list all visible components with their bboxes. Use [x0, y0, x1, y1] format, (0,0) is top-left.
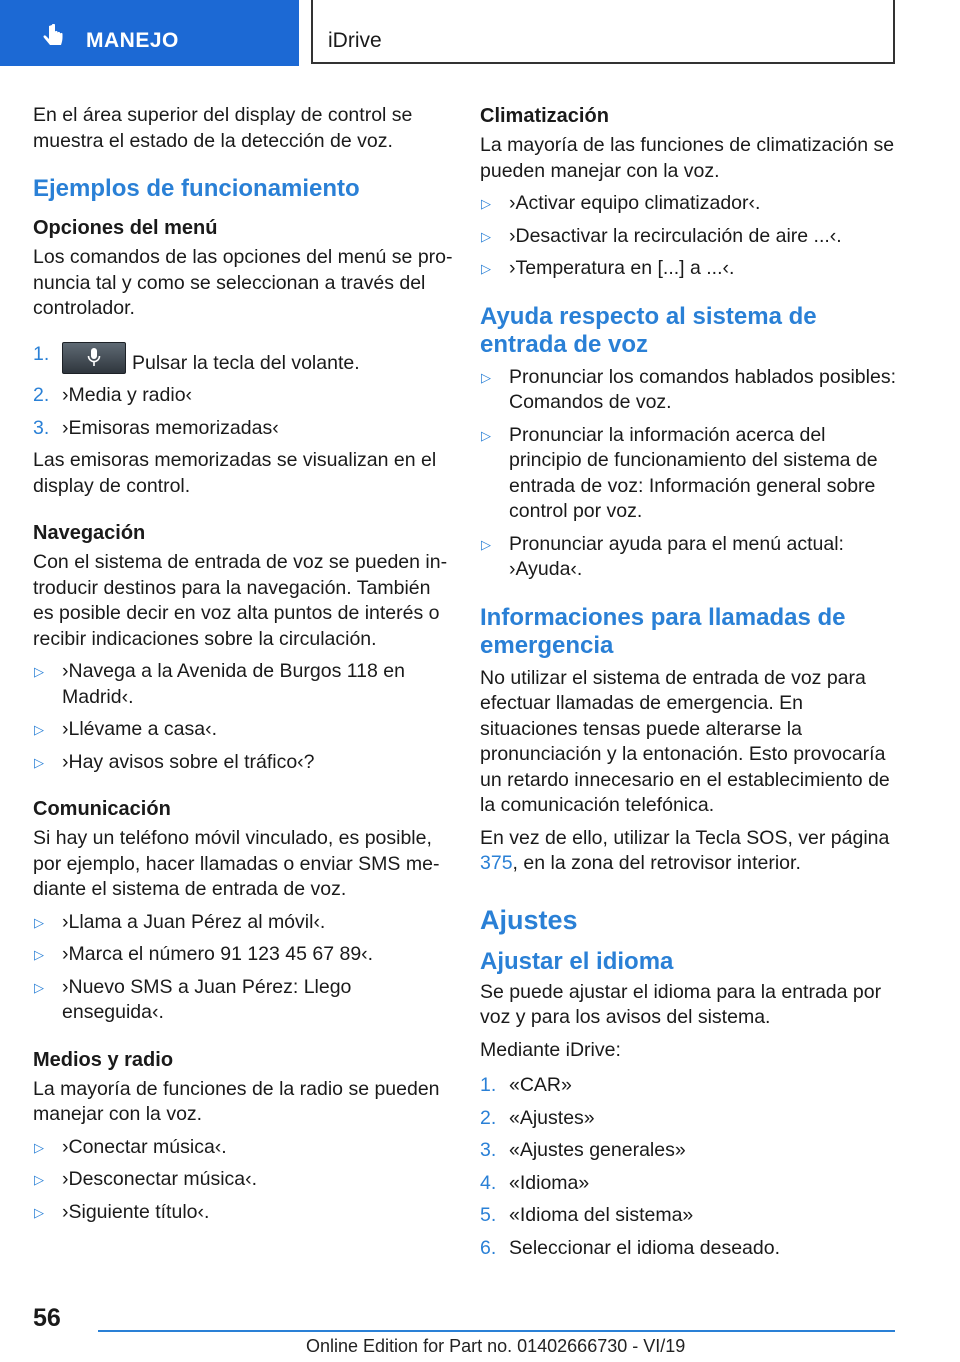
- media-title: Medios y radio: [33, 1048, 174, 1071]
- step-text: «Ajustes generales»: [509, 1139, 686, 1161]
- list-item-text: Pronunciar ayuda para el menú actual: ›Ayuda‹.: [509, 532, 844, 580]
- list-item: [480, 423, 900, 525]
- nav-title: Navegación: [33, 522, 146, 544]
- list-item-text: ›Marca el número 91 123 45 67 89‹.: [62, 943, 374, 965]
- step-number: 6.: [480, 1236, 497, 1259]
- emergency-ref: [480, 826, 900, 877]
- list-item-text: ›Llama a Juan Pérez al móvil‹.: [62, 910, 326, 933]
- step-number: 2.: [480, 1106, 497, 1129]
- media-list: [33, 1135, 453, 1226]
- step-text: «Ajustes»: [509, 1106, 595, 1129]
- list-item: [480, 191, 900, 217]
- triangle-bullet-icon: ▷: [481, 536, 491, 552]
- intro-text: En el área superior del display de control se muestra el estado de la detección de voz.: [33, 104, 413, 152]
- step-text: ›Emisoras memorizadas‹: [62, 416, 279, 439]
- list-item-text: ›Conectar música‹.: [62, 1135, 227, 1158]
- list-item: [33, 942, 453, 968]
- emergency-heading: Informaciones para llamadas de emergencia: [480, 603, 846, 659]
- list-item: [480, 1171, 900, 1197]
- list-item: [33, 750, 453, 776]
- menu-note: Las emisoras memorizadas se visualizan en el display de control.: [33, 449, 437, 497]
- comm-list: [33, 910, 453, 1026]
- triangle-bullet-icon: ▷: [34, 1139, 44, 1155]
- climate-text: La mayoría de las funciones de climatización se pueden manejar con la voz.: [480, 134, 895, 182]
- hand-pointer-icon: [40, 24, 66, 50]
- step-text: ›Media y radio‹: [62, 384, 193, 406]
- step-number: 3.: [480, 1139, 497, 1161]
- list-item: [33, 910, 453, 936]
- list-item: [480, 1106, 900, 1132]
- triangle-bullet-icon: ▷: [34, 914, 44, 930]
- list-item: [33, 975, 453, 1026]
- list-item-text: ›Nuevo SMS a Juan Pérez: Llego enseguida‹.: [62, 975, 352, 1023]
- list-item: [480, 1073, 900, 1099]
- list-item-text: Pronunciar los comandos hablados posibles: Comandos de voz.: [509, 365, 896, 413]
- list-item: [480, 256, 900, 282]
- chapter-label: iDrive: [328, 29, 382, 52]
- list-item: [480, 1203, 900, 1229]
- help-list: [480, 365, 900, 583]
- triangle-bullet-icon: ▷: [34, 979, 44, 995]
- triangle-bullet-icon: ▷: [34, 947, 44, 962]
- ref-text-post: , en la zona del retrovisor interior.: [512, 852, 801, 874]
- step-text: Seleccionar el idioma deseado.: [509, 1236, 781, 1259]
- step-number: 1.: [480, 1074, 497, 1096]
- footer-divider: [98, 1330, 895, 1332]
- page-number: 56: [33, 1304, 61, 1332]
- edition-text: Online Edition for Part no. 01402666730 - VI/19: [306, 1336, 686, 1356]
- triangle-bullet-icon: ▷: [34, 722, 44, 737]
- climate-list: [480, 191, 900, 282]
- nav-list: [33, 659, 453, 775]
- list-item: [33, 1167, 453, 1193]
- list-item: [33, 659, 453, 710]
- triangle-bullet-icon: ▷: [481, 228, 491, 244]
- list-item-text: ›Desactivar la recirculación de aire ...‹.: [509, 224, 842, 247]
- language-heading: Ajustar el idioma: [480, 947, 674, 975]
- list-item-text: ›Activar equipo climatizador‹.: [509, 192, 761, 214]
- voice-button-icon: [62, 342, 126, 374]
- settings-heading: Ajustes: [480, 904, 578, 935]
- list-item: [33, 1135, 453, 1161]
- list-item: [33, 416, 453, 442]
- triangle-bullet-icon: ▷: [481, 427, 491, 443]
- menu-text: Los comandos de las opciones del menú se pronuncia tal y como se seleccionan a través del controlador.: [33, 246, 453, 319]
- list-item-text: ›Hay avisos sobre el tráfico‹?: [62, 750, 315, 773]
- list-item: [33, 1200, 453, 1226]
- list-item: [480, 1138, 900, 1164]
- language-steps: [480, 1073, 900, 1261]
- menu-steps: [33, 342, 453, 442]
- comm-text: Si hay un teléfono móvil vinculado, es posible, por ejemplo, hacer llamadas o enviar SMS mediante el sistema de entrada de voz.: [33, 827, 440, 900]
- page-link[interactable]: 375: [480, 852, 513, 874]
- list-item-text: ›Llévame a casa‹.: [62, 718, 217, 740]
- triangle-bullet-icon: ▷: [34, 1204, 44, 1220]
- triangle-bullet-icon: ▷: [481, 261, 491, 276]
- left-column: [33, 103, 453, 1232]
- section-label: MANEJO: [86, 29, 179, 52]
- media-text: La mayoría de funciones de la radio se pueden manejar con la voz.: [33, 1077, 440, 1125]
- list-item: [33, 383, 453, 409]
- list-item-text: ›Temperatura en [...] a ...‹.: [509, 257, 735, 279]
- list-item: [480, 1236, 900, 1262]
- step-number: 4.: [480, 1171, 497, 1194]
- emergency-text: No utilizar el sistema de entrada de voz para efectuar llamadas de emergencia. En situaciones tensas puede alterarse la pronunciación y la entonación. Esto provocaría un retardo innecesario en el establecimiento de la comunicación telefónica.: [480, 666, 890, 816]
- comm-title: Comunicación: [33, 798, 171, 820]
- language-text: Se puede ajustar el idioma para la entrada por voz y para los avisos del sistema.: [480, 980, 882, 1028]
- list-item: [33, 717, 453, 743]
- triangle-bullet-icon: ▷: [481, 196, 491, 211]
- list-item: [480, 532, 900, 583]
- ref-text-pre: En vez de ello, utilizar la Tecla SOS, ver página: [480, 826, 890, 849]
- nav-text: Con el sistema de entrada de voz se pueden introducir destinos para la navegación. También es posible decir en voz alta puntos de interés o recibir indicaciones sobre la circulación.: [33, 551, 448, 650]
- triangle-bullet-icon: ▷: [34, 754, 44, 770]
- section-tab: [0, 0, 299, 66]
- chapter-header: [311, 0, 895, 64]
- list-item: [480, 224, 900, 250]
- step-text: «Idioma del sistema»: [509, 1204, 694, 1226]
- climate-title: Climatización: [480, 105, 609, 127]
- menu-title: Opciones del menú: [33, 217, 218, 239]
- step-text: Pulsar la tecla del volante.: [132, 351, 360, 374]
- triangle-bullet-icon: ▷: [34, 664, 44, 679]
- list-item-text: ›Desconectar música‹.: [62, 1168, 258, 1190]
- step-number: 2.: [33, 384, 50, 406]
- step-number: 3.: [33, 416, 50, 439]
- list-item-text: ›Navega a la Avenida de Burgos 118 en Madrid‹.: [62, 660, 405, 708]
- step-number: 5.: [480, 1204, 497, 1226]
- list-item: [480, 365, 900, 416]
- step-number: 1.: [33, 342, 50, 365]
- triangle-bullet-icon: ▷: [481, 369, 491, 385]
- via-idrive: Mediante iDrive:: [480, 1038, 621, 1061]
- help-heading: Ayuda respecto al sistema de entrada de voz: [480, 302, 817, 358]
- examples-heading: Ejemplos de funcionamiento: [33, 175, 360, 202]
- right-column: [480, 103, 900, 1268]
- step-text: «CAR»: [509, 1074, 572, 1096]
- list-item-text: Pronunciar la información acerca del principio de funcionamiento del sistema de entrada de voz: Información general sobre control por voz.: [509, 423, 878, 522]
- step-text: «Idioma»: [509, 1171, 590, 1194]
- list-item-text: ›Siguiente título‹.: [62, 1200, 210, 1223]
- list-item: [33, 342, 453, 377]
- triangle-bullet-icon: ▷: [34, 1172, 44, 1187]
